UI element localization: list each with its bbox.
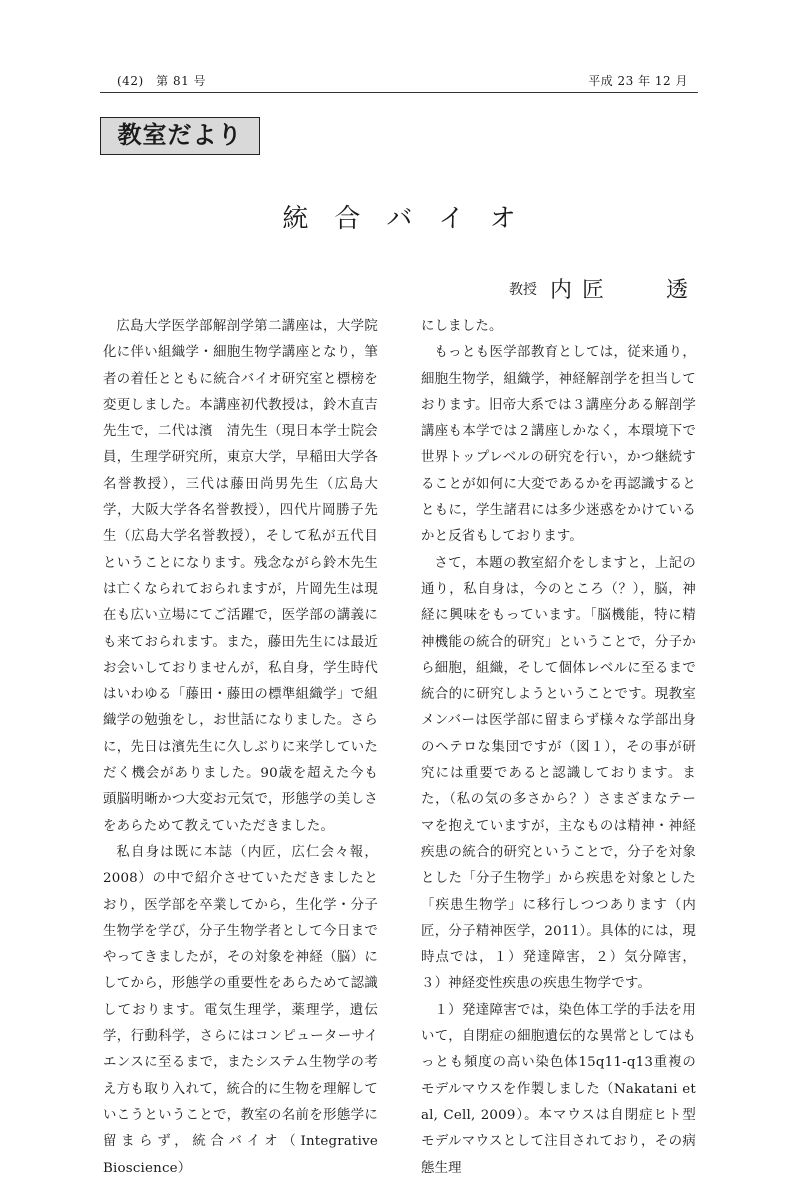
paragraph: １）発達障害では，染色体工学的手法を用いて，自閉症の細胞遺伝的な異常としてはもっとも頻度の高い染色体15q11-q13重複のモデルマウスを作製しました（Nakatani et al, Cell, 2009）。本マウスは自閉症ヒト型モデルマウスとして注目されており，その病態生理 [421, 1002, 696, 1176]
header-divider [100, 92, 698, 93]
body-column-left [103, 314, 378, 1176]
author-surname: 内匠 [549, 278, 614, 303]
article-title: 統合バイオ [282, 204, 542, 234]
author-role: 教授 [508, 282, 537, 298]
page-number-issue: (42) 第 81 号 [117, 74, 207, 88]
author-given-name: 透 [665, 278, 688, 303]
paragraph: もっとも医学部教育としては，従来通り，細胞生物学，組織学，神経解剖学を担当しております。旧帝大系では３講座分ある解剖学講座も本学では２講座しかなく，本環境下で世界トップレベルの研究を行い，かつ継続することが如何に大変であるかを再認識するとともに，学生諸君には多少迷惑をかけているかと反省もしております。 [421, 345, 696, 545]
paragraph: 広島大学医学部解剖学第二講座は，大学院化に伴い組織学・細胞生物学講座となり，筆者の着任とともに統合バイオ研究室と標榜を変更しました。本講座初代教授は，鈴木直吉先生で，二代は濱 清先生（現日本学士院会員，生理学研究所，東京大学，早稲田大学各名誉教授），三代は藤田尚男先生（広島大学，大阪大学各名誉教授），四代片岡勝子先生（広島大学名誉教授），そして私が五代目ということになります。残念ながら鈴木先生は亡くなられておられますが，片岡先生は現在も広い立場にてご活躍で，医学部の講義にも来ておられます。また，藤田先生には最近お会いしておりませんが，私自身，学生時代はいわゆる「藤田・藤田の標準組織学」で組織学の勉強をし，お世話になりました。さらに，先日は濱先生に久しぶりに来学していただく機会がありました。90歳を超えた今も頭脳明晰かつ大変お元気で，形態学の美しさをあらためて教えていただきました。 [103, 319, 378, 834]
paragraph: 私自身は既に本誌（内匠，広仁会々報，2008）の中で紹介させていただきましたとおり，医学部を卒業してから，生化学・分子生物学を学び，分子生物学者として今日までやってきましたが，その対象を神経（脳）にしてから，形態学の重要性をあらためて認識しております。電気生理学，薬理学，遺伝学，行動科学，さらにはコンピューターサイエンスに至るまで，またシステム生物学の考え方も取り入れて，統合的に生物を理解していこうということで，教室の名前を形態学に留まらず，統合バイオ（Integrative Bioscience） [103, 844, 378, 1176]
paragraph-continuation: にしました。 [421, 319, 503, 334]
paragraph: さて，本題の教室紹介をしますと，上記の通り，私自身は，今のところ（？），脳，神経に興味をもっています。「脳機能，特に精神機能の統合的研究」ということで，分子から細胞，組織，そして個体レベルに至るまで統合的に研究しようということです。現教室メンバーは医学部に留まらず様々な学部出身のヘテロな集団ですが（図１），その事が研究には重要であると認識しております。また，（私の気の多さから？）さまざまなテーマを抱えていますが，主なものは精神・神経疾患の統合的研究ということで，分子を対象とした「分子生物学」から疾患を対象とした「疾患生物学」に移行しつつあります（内匠，分子精神医学，2011）。具体的には，現時点では，１）発達障害，２）気分障害，３）神経変性疾患の疾患生物学です。 [421, 555, 696, 992]
author-line [509, 273, 688, 304]
issue-date: 平成 23 年 12 月 [588, 74, 688, 88]
body-column-right [421, 314, 696, 1176]
section-label: 教室だより [100, 117, 260, 155]
